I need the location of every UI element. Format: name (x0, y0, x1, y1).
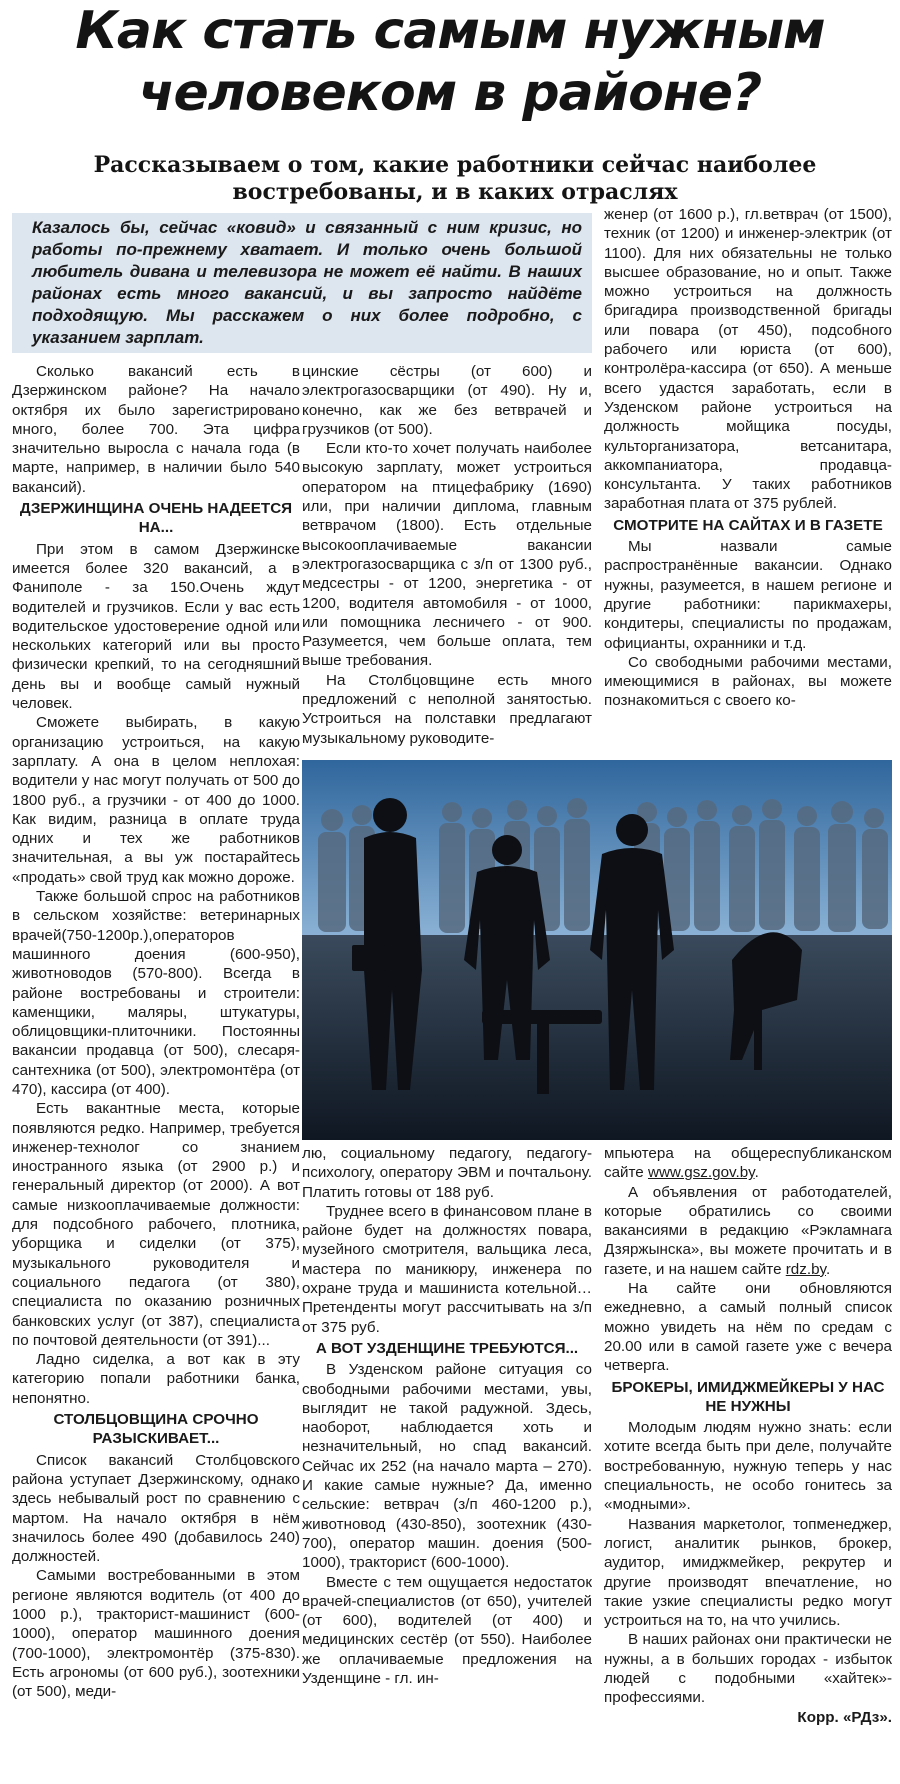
article-column-3-bottom (604, 1144, 892, 1774)
article-title: Как стать самым нужным человеком в районе? (75, 1, 825, 123)
paragraph: Сколько вакансий есть в Дзержинском районе? На начало октября их было зарегистрировано много, более 700. Эта цифра значительно выросла с начала года (в марте, например, в наличии было 540 вакансий). (12, 363, 300, 496)
section-heading-stolbtsy: СТОЛБЦОВЩИНА СРОЧНО РАЗЫСКИВАЕТ... (53, 1411, 259, 1448)
paragraph: Вместе с тем ощущается недостаток врачей-специалистов (от 650), учителей (от 600), водителей (от 400) и медицинских сестёр (от 550). Наиболее же оплачиваемые предложения на Узденщине - гл. ин- (302, 1573, 592, 1688)
paragraph: женер (от 1600 р.), гл.ветврач (от 1500), техник (от 1200) и инженер-электрик (от 1100). Для них обязательны не только высшее образование, но и опыт. Также можно устроиться на должность бригадира производственной бригады или повара (от 450), подсобного рабочего или юриста (от 600), контролёра-кассира (от 650). А меньше всего удастся заработать, если в Узденском районе устроиться на должность мойщика посуды, культорганизатора, ветсанитара, аккомпаниатора, продавца-консультанта. У таких работников заработная плата от 375 рублей. (604, 206, 892, 513)
paragraph: При этом в самом Дзержинске имеется более 320 вакансий, а в Фаниполе - за 150.Очень ждут водителей и грузчиков. Если у вас есть водительское удостоверение одной или нескольких категорий или вы просто физически крепкий, то на сегодняшний день вы и вообще самый нужный человек. (12, 540, 300, 713)
paragraph (604, 1144, 892, 1183)
section-heading-brokers: БРОКЕРЫ, ИМИДЖМЕЙКЕРЫ У НАС НЕ НУЖНЫ (611, 1378, 885, 1415)
paragraph: В Узденском районе ситуация со свободными рабочими местами, увы, выглядит не такой радужной. Здесь, наоборот, наблюдается хоть и незначительный, но спад вакансий. Сейчас их 252 (на начало марта – 270). И какие самые нужные? Да, именно сельские: ветврач (з/п 460-1200 р.), животновод (430-850), зоотехник (430-700), оператор машин. доения (500-1000), тракторист (600-1000). (302, 1361, 592, 1572)
paragraph (604, 1183, 892, 1279)
paragraph: На Столбцовщине есть много предложений с неполной занятостью. Устроиться на полставки предлагают музыкальному руководите- (302, 671, 592, 747)
article-subtitle: Рассказываем о том, какие работники сейчас наиболее востребованы, и в каких отраслях (93, 152, 817, 205)
people-silhouettes-illustration (302, 760, 892, 1140)
section-heading-websites: СМОТРИТЕ НА САЙТАХ И В ГАЗЕТЕ (613, 516, 883, 534)
section-heading-uzda: А ВОТ УЗДЕНЩИНЕ ТРЕБУЮТСЯ... (315, 1339, 579, 1357)
paragraph: В наших районах они практически не нужны, а в больших городах - избыток людей с подобными «хайтек»-профессиями. (604, 1631, 892, 1707)
section-heading-dzerzhinsk: ДЗЕРЖИНЩИНА ОЧЕНЬ НАДЕЕТСЯ НА... (19, 500, 293, 537)
text-fragment: мпьютера на общереспубликанском сайте (604, 1145, 892, 1182)
article-column-1 (12, 362, 300, 1774)
article-column-3-top (604, 205, 892, 760)
paragraph: Список вакансий Столбцовского района уступает Дзержинскому, однако здесь небывалый рост по сравнению с мартом. На начало октября в нём значилось более 490 (добавилось 240) должностей. (12, 1451, 300, 1566)
paragraph: Молодым людям нужно знать: если хотите всегда быть при деле, получайте востребованную, нужную теперь у нас специальность, не особо гонитесь за «модными». (604, 1419, 892, 1514)
paragraph: цинские сёстры (от 600) и электрогазосварщики (от 490). Ну и, конечно, как же без ветврачей и грузчиков (от 500). (302, 363, 592, 438)
paragraph: На сайте они обновляются ежедневно, а самый полный список можно увидеть на нём по средам с 20.00 или в самой газете уже с вечера четверга. (604, 1280, 892, 1375)
paragraph: Самыми востребованными в этом регионе являются водитель (от 400 до 1000 р.), тракторист-машинист (600-1000), оператор машинного доения (700-1000), электромонтёр (375-830). Есть агрономы (от 600 руб.), зоотехники (от 500), меди- (12, 1567, 300, 1701)
author-byline: Корр. «РДз». (797, 1708, 892, 1726)
rdz-link[interactable]: rdz.by (785, 1260, 826, 1278)
text-fragment: . (825, 1260, 831, 1278)
paragraph: Труднее всего в финансовом плане в районе будет на должностях повара, музейного смотрителя, вальщика леса, мастера по маникюру, инженера по охране труда и машиниста котельной… Претенденты могут рассчитывать на з/п от 375 руб. (302, 1202, 592, 1336)
article-column-2-top (302, 362, 592, 760)
text-fragment: А объявления от работодателей, которые обратились со своими вакансиями в редакцию «Рэкламнага Дзяржынска», вы можете прочитать и в газете, и на нашем сайте (604, 1183, 892, 1278)
paragraph: лю, социальному педагогу, педагогу-психологу, оператору ЭВМ и почтальону. Платить готовы от 188 руб. (302, 1145, 592, 1201)
paragraph: Также большой спрос на работников в сельском хозяйстве: ветеринарных врачей(750-1200р.),операторов машинного доения (600-950), животноводов (570-800). Всегда в районе востребованы и строители: каменщики, маляры, штукатуры, облицовщики-плиточники. Постоянны вакансии продавца (от 500), слесаря-сантехника (от 500), электромонтёра (от 470), кассира (от 400). (12, 888, 300, 1098)
paragraph: Ладно сиделка, а вот как в эту категорию попали работники банка, непонятно. (12, 1351, 300, 1407)
article-lead: Казалось бы, сейчас «ковид» и связанный с ним кризис, но работы по-прежнему хватает. И только очень большой любитель дивана и телевизора не может её найти. В наших районах есть много вакансий, и вы запросто найдёте подходящую. Мы расскажем о них более подробно, с указанием зарплат. (12, 213, 592, 353)
paragraph: Есть вакантные места, которые появляются редко. Например, требуется инженер-технолог со знанием иностранного языка (от 2900 р.) и генеральный директор (от 2000). А вот самые низкооплачиваемые должности: для подсобного рабочего, плотника, уборщика и сиделки (от 375), музыкального руководителя и социального педагога (от 380), специалиста по оказанию розничных банковских услуг (от 387), специалиста по почтовой деятельности (от 391)... (12, 1100, 300, 1349)
text-fragment: . (754, 1164, 759, 1182)
paragraph: Сможете выбирать, в какую организацию устроиться, на какую зарплату. А она в целом неплохая: водители у нас могут получать от 500 до 1800 руб., а грузчики - от 400 до 1000. Как видим, разница в оплате труда одних и тех же работников значительная, а вы уж постарайтесь «продать» свой труд как можно дороже. (12, 714, 300, 886)
paragraph: Со свободными рабочими местами, имеющимися в районах, вы можете познакомиться с своего ко- (604, 653, 892, 710)
paragraph: Названия маркетолог, топменеджер, логист, аналитик рынков, брокер, аудитор, имиджмейкер, рекрутер и другие производят впечатление, но такие узкие специалисты редко могут устроиться на то, на что учились. (604, 1515, 892, 1630)
paragraph: Если кто-то хочет получать наиболее высокую зарплату, может устроиться оператором на птицефабрику (1690) или, при наличии диплома, главным ветврачом (1800). Есть отдельные высокооплачиваемые вакансии электрогазосварщика с з/п от 1300 руб., медсестры - от 1200, энергетика - от 1200, водителя автомобиля - от 1000, или помощника лесничего - от 900. Разумеется, чем больше оплата, тем выше требования. (302, 440, 592, 670)
article-column-2-bottom (302, 1144, 592, 1774)
paragraph: Мы назвали самые распространённые вакансии. Однако нужны, разумеется, в нашем регионе и другие работники: парикмахеры, кондитеры, специалисты по продажам, официанты, охранники и т.д. (604, 538, 892, 652)
gsz-link[interactable]: www.gsz.gov.by (647, 1164, 755, 1182)
